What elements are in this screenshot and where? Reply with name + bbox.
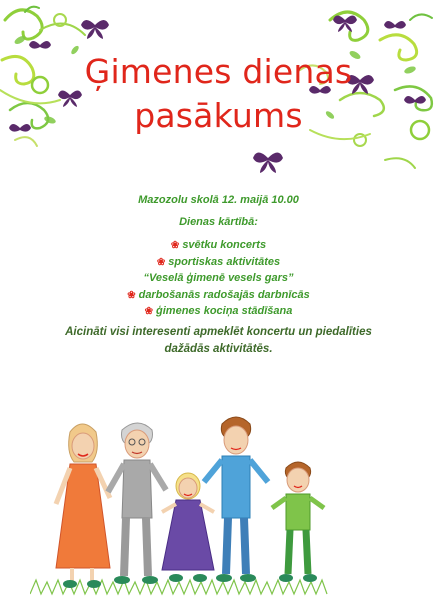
list-item: “Veselā ģimenē vesels gars” bbox=[143, 272, 294, 285]
list-item: ❀ darbošanās radošajās darbnīcās bbox=[127, 288, 310, 301]
flower-icon: ❀ bbox=[144, 306, 154, 318]
agenda-heading: Dienas kārtībā: bbox=[179, 216, 258, 228]
flower-icon: ❀ bbox=[156, 256, 166, 268]
page-title: Ģimenes dienas bbox=[84, 52, 353, 91]
invitation-text: Aicināti visi interesenti apmeklēt koncertu un piedalīties bbox=[65, 326, 372, 338]
list-item: ❀ sportiskas aktivitātes bbox=[156, 255, 281, 268]
flower-icon: ❀ bbox=[170, 240, 180, 251]
invitation-text-continued: dažādās aktivitātēs. bbox=[164, 343, 273, 355]
flower-icon: ❀ bbox=[127, 289, 136, 301]
event-date-line: Mazozolu skolā 12. maijā 10.00 bbox=[138, 194, 299, 206]
butterflies-and-swirls-icon bbox=[0, 0, 437, 190]
list-item: ❀ ģimenes kociņa stādīšana bbox=[144, 305, 293, 318]
agenda-list bbox=[0, 237, 437, 320]
page-subtitle: pasākums bbox=[134, 96, 303, 135]
list-item: ❀ svētku koncerts bbox=[170, 239, 267, 251]
child-drawing-of-family-icon bbox=[30, 394, 410, 600]
